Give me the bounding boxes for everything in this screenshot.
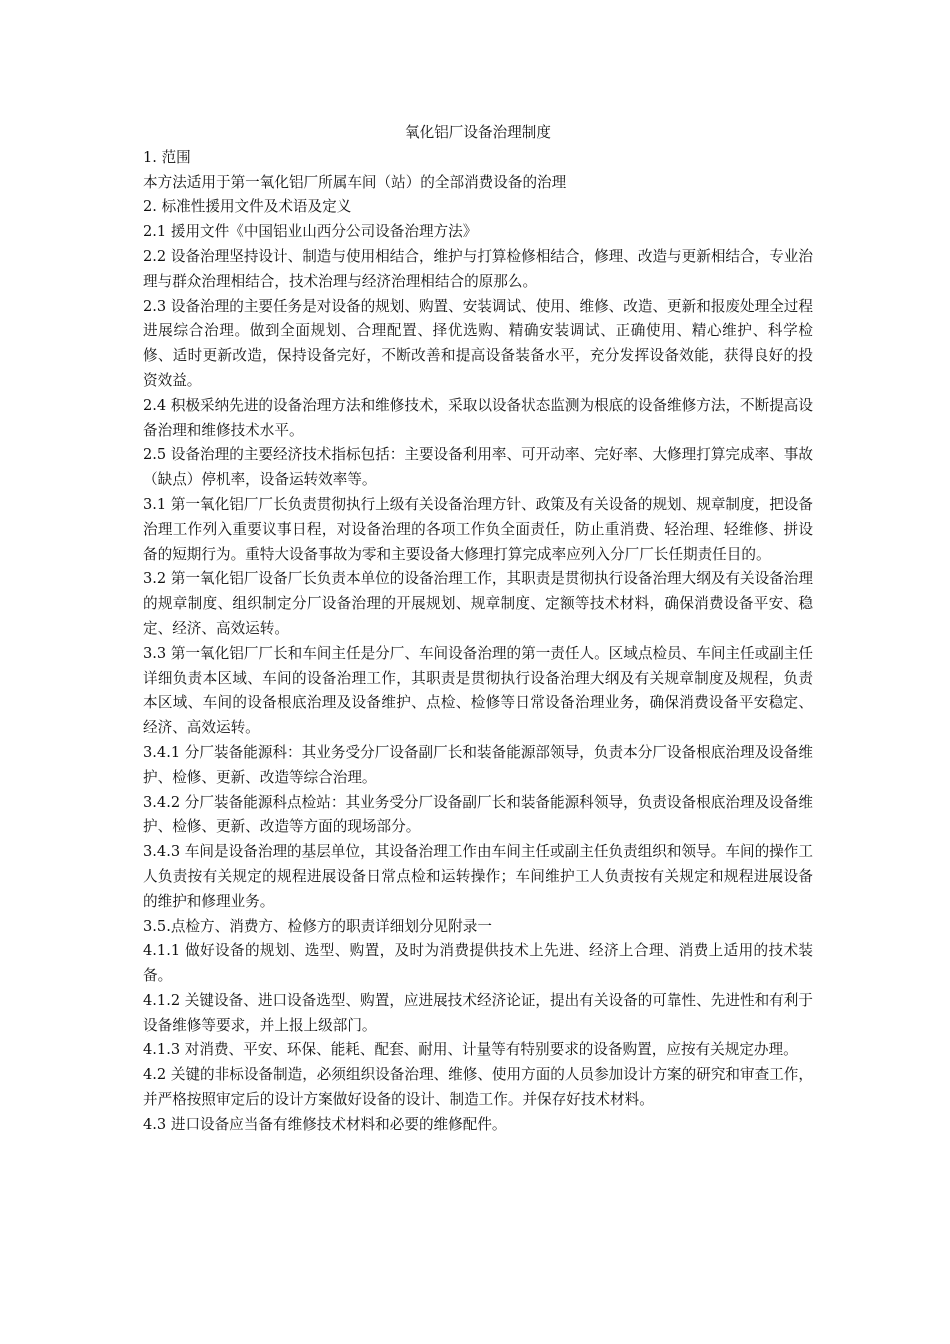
paragraph-4-1-3: 4.1.3 对消费、平安、环保、能耗、配套、耐用、计量等有特别要求的设备购置，应按有关规定办理。 bbox=[143, 1041, 798, 1059]
paragraph-2-5: 2.5 设备治理的主要经济技术指标包括：主要设备利用率、可开动率、完好率、大修理打算完成率、事故（缺点）停机率，设备运转效率等。 bbox=[143, 446, 813, 489]
paragraph-4-1-1: 4.1.1 做好设备的规划、选型、购置，及时为消费提供技术上先进、经济上合理、消费上适用的技术装备。 bbox=[143, 942, 813, 985]
paragraph-3-1: 3.1 第一氧化铝厂厂长负责贯彻执行上级有关设备治理方针、政策及有关设备的规划、规章制度，把设备治理工作列入重要议事日程，对设备治理的各项工作负全面责任，防止重消费、轻治理、轻维修、拼设备的短期行为。重特大设备事故为零和主要设备大修理打算完成率应列入分厂厂长任期责任目的。 bbox=[143, 495, 813, 563]
document-title: 氧化铝厂设备治理制度 bbox=[405, 124, 551, 141]
paragraph-2-4: 2.4 积极采纳先进的设备治理方法和维修技术，采取以设备状态监测为根底的设备维修方法，不断提高设备治理和维修技术水平。 bbox=[143, 396, 813, 439]
paragraph-2-3: 2.3 设备治理的主要任务是对设备的规划、购置、安装调试、使用、维修、改造、更新和报废处理全过程进展综合治理。做到全面规划、合理配置、择优选购、精确安装调试、正确使用、精心维护、科学检修、适时更新改造，保持设备完好，不断改善和提高设备装备水平，充分发挥设备效能，获得良好的投资效益。 bbox=[143, 297, 813, 389]
paragraph-2-2: 2.2 设备治理坚持设计、制造与使用相结合，维护与打算检修相结合，修理、改造与更新相结合，专业治理与群众治理相结合，技术治理与经济治理相结合的原那么。 bbox=[143, 247, 813, 290]
paragraph-3-4-1: 3.4.1 分厂装备能源科：其业务受分厂设备副厂长和装备能源部领导，负责本分厂设备根底治理及设备维护、检修、更新、改造等综合治理。 bbox=[143, 743, 813, 786]
paragraph-4-3: 4.3 进口设备应当备有维修技术材料和必要的维修配件。 bbox=[143, 1115, 507, 1133]
paragraph-section-2-heading: 2. 标准性援用文件及术语及定义 bbox=[143, 198, 352, 216]
paragraph-3-2: 3.2 第一氧化铝厂设备厂长负责本单位的设备治理工作，其职责是贯彻执行设备治理大纲及有关设备治理的规章制度、组织制定分厂设备治理的开展规划、规章制度、定额等技术材料，确保消费设备平安、稳定、经济、高效运转。 bbox=[143, 570, 813, 637]
paragraph-2-1: 2.1 援用文件《中国铝业山西分公司设备治理方法》 bbox=[143, 223, 478, 241]
paragraph-4-1-2: 4.1.2 关键设备、进口设备选型、购置，应进展技术经济论证，提出有关设备的可靠性、先进性和有利于设备维修等要求，并上报上级部门。 bbox=[143, 991, 813, 1034]
paragraph-3-4-2: 3.4.2 分厂装备能源科点检站：其业务受分厂设备副厂长和装备能源科领导，负责设备根底治理及设备维护、检修、更新、改造等方面的现场部分。 bbox=[143, 793, 813, 836]
paragraph-scope: 本方法适用于第一氧化铝厂所属车间（站）的全部消费设备的治理 bbox=[143, 173, 567, 191]
paragraph-section-1-heading: 1. 范围 bbox=[143, 148, 191, 166]
paragraph-4-2: 4.2 关键的非标设备制造，必须组织设备治理、维修、使用方面的人员参加设计方案的研究和审查工作，并严格按照审定后的设计方案做好设备的设计、制造工作。并保存好技术材料。 bbox=[143, 1066, 813, 1109]
paragraph-3-3: 3.3 第一氧化铝厂厂长和车间主任是分厂、车间设备治理的第一责任人。区域点检员、车间主任或副主任详细负责本区域、车间的设备治理工作，其职责是贯彻执行设备治理大纲及有关规章制度及规程，负责本区域、车间的设备根底治理及设备维护、点检、检修等日常设备治理业务，确保消费设备平安稳定、经济、高效运转。 bbox=[143, 644, 813, 737]
document-page bbox=[143, 121, 813, 1138]
paragraph-3-4-3: 3.4.3 车间是设备治理的基层单位，其设备治理工作由车间主任或副主任负责组织和领导。车间的操作工人负责按有关规定的规程进展设备日常点检和运转操作；车间维护工人负责按有关规定和规程进展设备的维护和修理业务。 bbox=[143, 843, 813, 910]
paragraph-3-5: 3.5.点检方、消费方、检修方的职责详细划分见附录一 bbox=[143, 917, 492, 935]
